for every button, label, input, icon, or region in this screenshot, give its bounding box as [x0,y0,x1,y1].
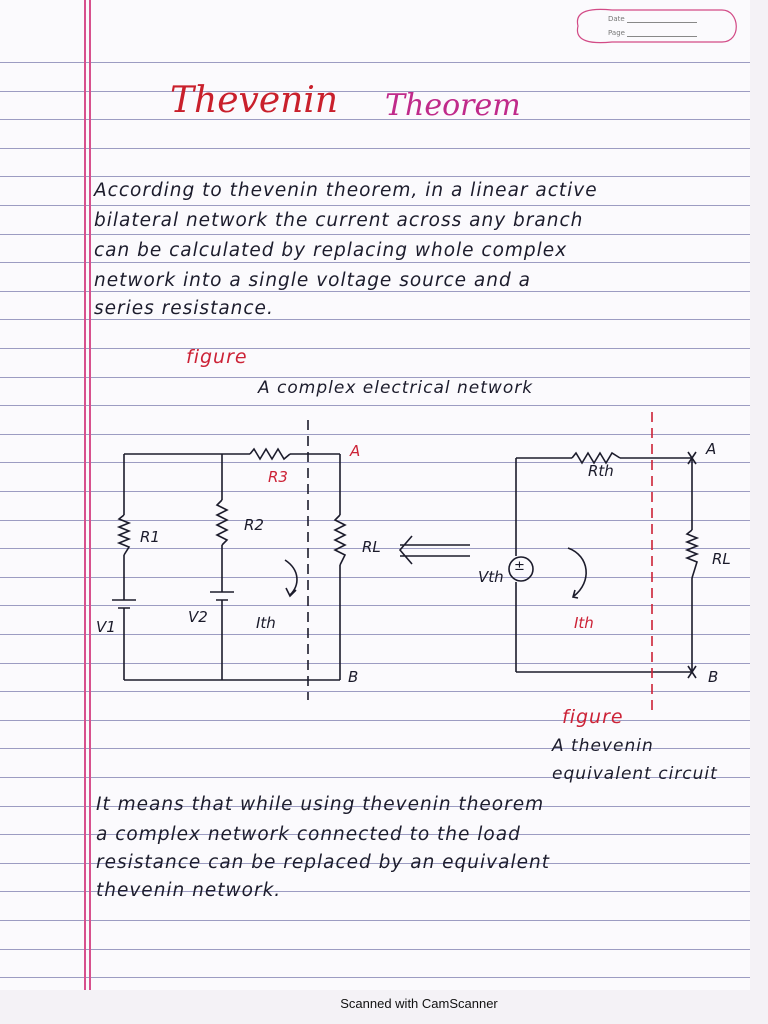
label-r3: R3 [268,468,288,486]
scanner-watermark: Scanned with CamScanner [340,996,498,1011]
label-source-sign: ± [514,559,525,574]
complex-network-wiring [112,420,345,700]
label-ith-2: Ith [574,614,594,632]
title-word-2: Theorem [385,88,521,123]
para1-line-3: can be calculated by replacing whole complex [94,240,568,261]
figure2-caption-line-1: A thevenin [552,736,654,756]
figure2-heading: figure [562,706,624,728]
title-word-1: Thevenin [170,80,339,121]
battery-v2 [210,592,234,610]
ith-arrow-2 [568,548,586,598]
label-v1: V1 [96,618,116,636]
label-a: A [350,442,361,460]
figure2-caption-line-2: equivalent circuit [552,764,718,784]
page-label: Page [608,29,625,37]
para2-line-4: thevenin network. [96,880,282,901]
label-rl: RL [362,538,381,556]
label-b: B [348,668,359,686]
battery-v1 [112,600,136,620]
para2-line-3: resistance can be replaced by an equivalent [96,852,550,873]
resistor-rl [335,515,345,565]
para2-line-1: It means that while using thevenin theorem [96,794,545,815]
label-vth: Vth [478,568,504,586]
arrow-double [400,536,470,564]
ith-arrow-1 [285,560,297,596]
resistor-r3 [250,449,290,459]
figure1-heading: figure [186,346,248,368]
resistor-r1 [119,515,129,555]
resistor-r2 [217,500,227,545]
label-r2: R2 [244,516,264,534]
label-r1: R1 [140,528,160,546]
para1-line-1: According to thevenin theorem, in a linear active [94,180,598,201]
label-ith: Ith [256,614,276,632]
para1-line-4: network into a single voltage source and a [94,270,531,291]
figure1-caption: A complex electrical network [258,378,534,398]
date-label: Date [608,15,625,23]
label-rl-2: RL [712,550,731,568]
para1-line-5: series resistance. [94,298,274,319]
resistor-rl-2 [687,530,697,578]
label-rth: Rth [588,462,614,480]
label-a-2: A [706,440,717,458]
label-b-2: B [708,668,719,686]
label-v2: V2 [188,608,208,626]
para2-line-2: a complex network connected to the load [96,824,521,845]
para1-line-2: bilateral network the current across any branch [94,210,584,231]
